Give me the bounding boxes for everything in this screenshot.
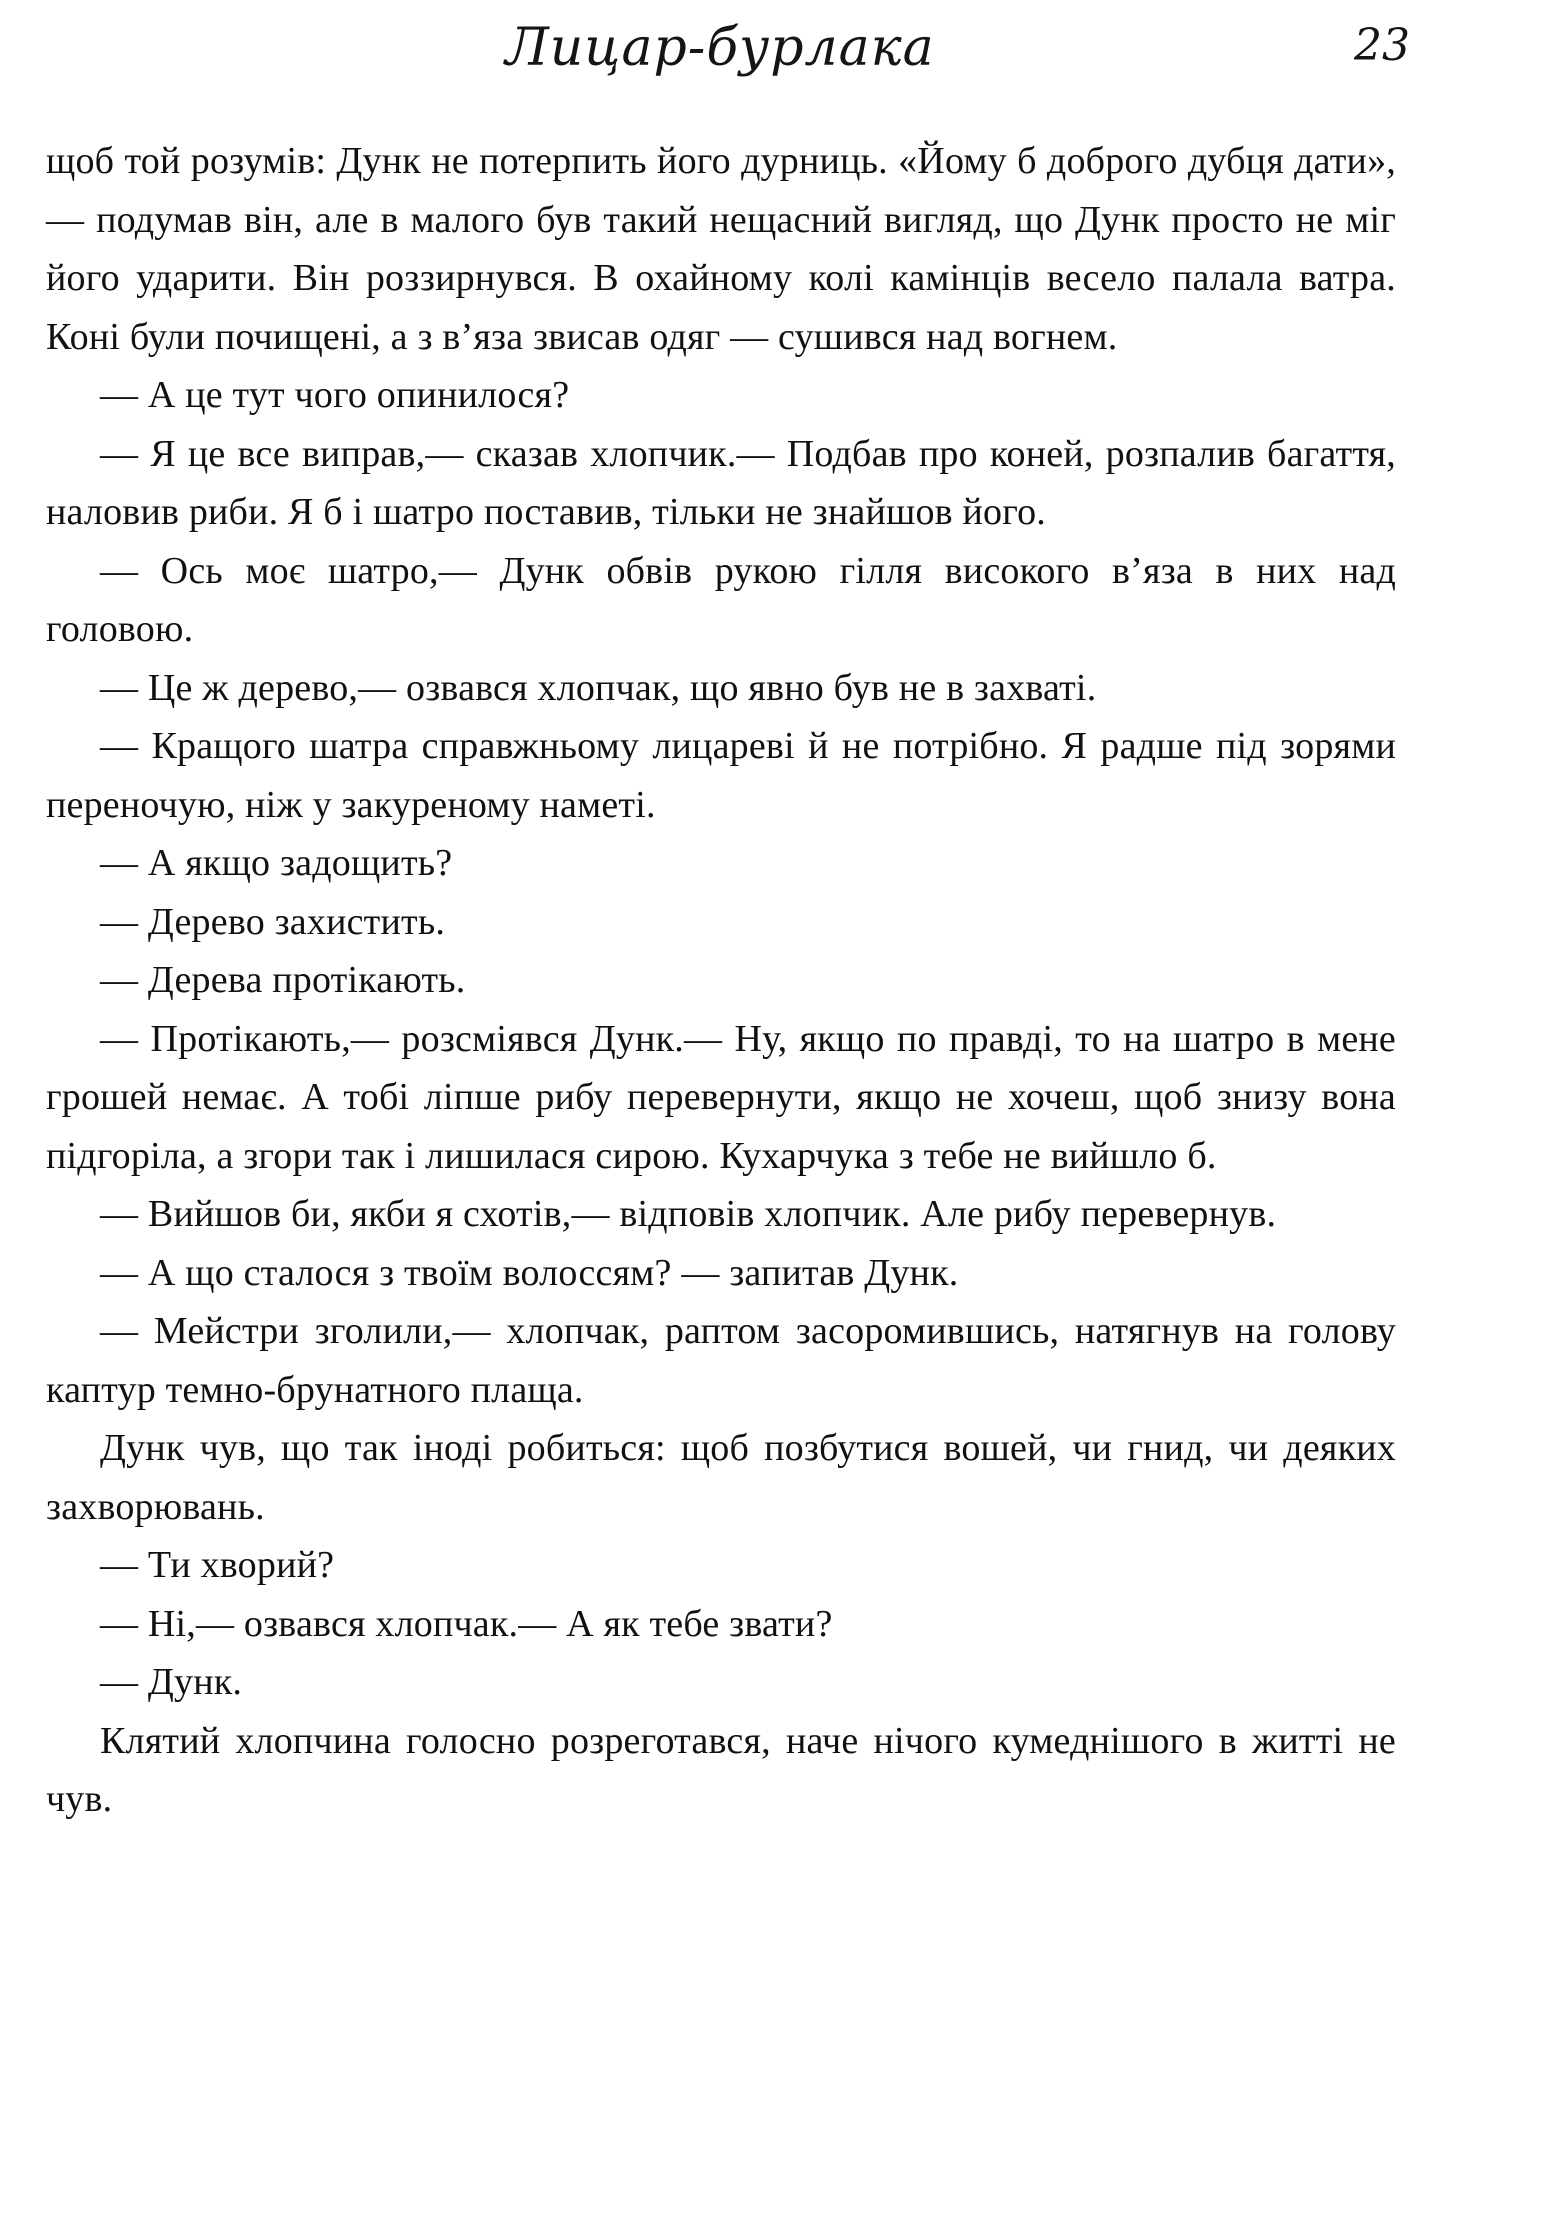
paragraph: — Ні,— озвався хлопчак.— А як тебе звати? bbox=[100, 1602, 833, 1645]
running-title: Лицар-бурлака bbox=[505, 18, 935, 78]
paragraph: — Вийшов би, якби я схотів,— відповів хлопчик. Але рибу перевернув. bbox=[100, 1193, 1277, 1235]
paragraph: — Ти хворий? bbox=[100, 1544, 335, 1586]
page-header bbox=[40, 18, 1410, 88]
page-number: 23 bbox=[1354, 20, 1410, 71]
paragraph: — Ось моє шатро,— Дунк обвів рукою гілля високого в’яза в них над головою. bbox=[46, 549, 1396, 650]
paragraph: — Кращого шатра справжньому лицареві й не потрібно. Я радше під зорями переночую, ніж у закуреному наметі. bbox=[46, 725, 1396, 826]
paragraph: Дунк чув, що так іноді робиться: щоб позбутися вошей, чи гнид, чи деяких захворювань. bbox=[46, 1427, 1396, 1528]
paragraph: — Протікають,— розсміявся Дунк.— Ну, якщо по правді, то на шатро в мене грошей немає. А тобі ліпше рибу перевернути, якщо не хочеш, щоб знизу вона підгоріла, а згори так і лишилася сирою. Кухарчука з тебе не вийшло б. bbox=[46, 1017, 1396, 1177]
paragraph: Клятий хлопчина голосно розреготався, наче нічого кумеднішого в житті не чув. bbox=[46, 1719, 1396, 1820]
paragraph: щоб той розумів: Дунк не потерпить його дурниць. «Йому б доброго дубця дати»,— подумав він, але в малого був такий нещасний вигляд, що Дунк просто не міг його ударити. Він роззирнувся. В охайному колі камінців весело палала ватра. Коні були почищені, а з в’яза звисав одяг — сушився над вогнем. bbox=[46, 140, 1396, 358]
paragraph: — А що сталося з твоїм волоссям? — запитав Дунк. bbox=[100, 1251, 959, 1294]
paragraph: — Дерева протікають. bbox=[100, 959, 466, 1001]
paragraph: — Я це все виправ,— сказав хлопчик.— Подбав про коней, розпалив багаття, наловив риби. Я б і шатро поставив, тільки не знайшов його. bbox=[46, 432, 1396, 533]
paragraph: — Мейстри зголили,— хлопчак, раптом засоромившись, натягнув на голову каптур темно-брунатного плаща. bbox=[46, 1310, 1396, 1411]
paragraph: — Це ж дерево,— озвався хлопчак, що явно був не в захваті. bbox=[100, 666, 1097, 709]
body-text bbox=[46, 132, 1396, 1829]
paragraph: — А це тут чого опинилося? bbox=[100, 374, 570, 416]
paragraph: — А якщо задощить? bbox=[100, 842, 453, 884]
paragraph: — Дунк. bbox=[100, 1661, 243, 1703]
paragraph: — Дерево захистить. bbox=[100, 900, 446, 943]
